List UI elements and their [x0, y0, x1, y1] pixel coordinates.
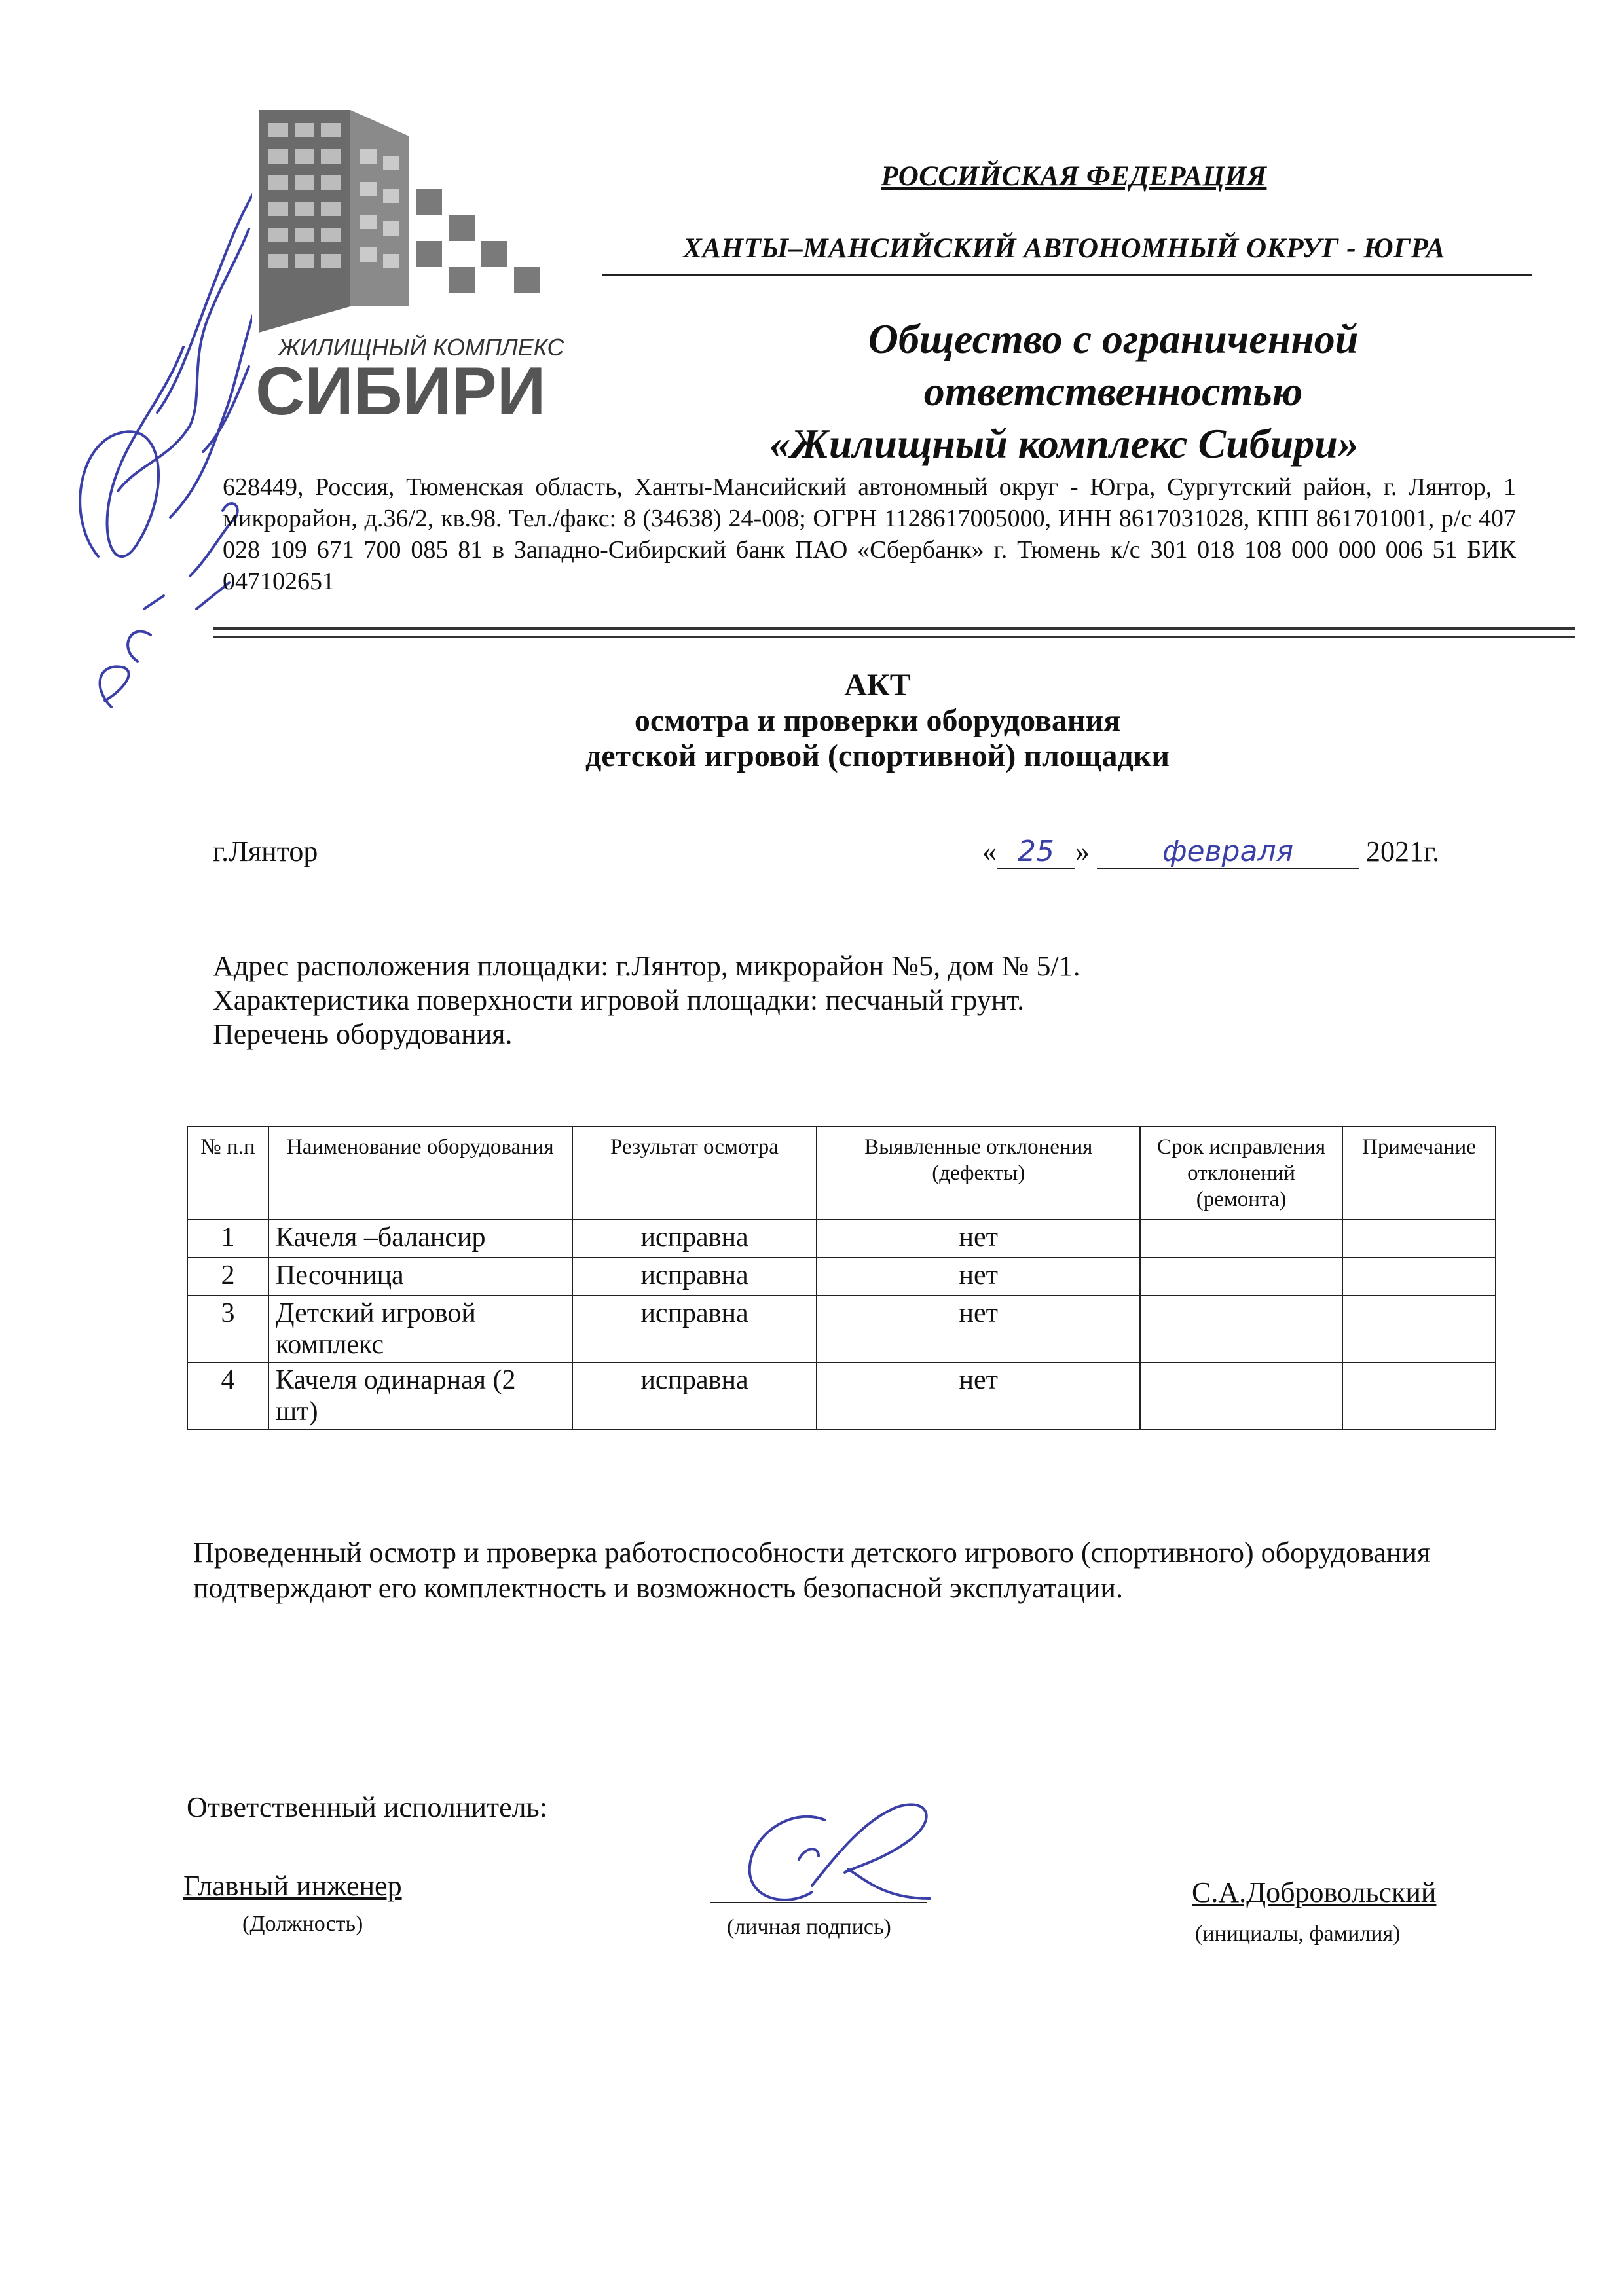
header-divider	[602, 274, 1532, 276]
signature-caption: (личная подпись)	[727, 1915, 891, 1939]
header-region: ХАНТЫ–МАНСИЙСКИЙ АВТОНОМНЫЙ ОКРУГ - ЮГРА	[683, 233, 1445, 264]
title-line2: осмотра и проверки оборудования	[634, 703, 1121, 738]
equipment-table	[187, 1126, 1496, 1430]
cell-result: исправна	[572, 1296, 817, 1362]
position: Главный инженер	[183, 1870, 402, 1902]
cell-num: 1	[187, 1220, 268, 1258]
date-day: 25	[997, 835, 1075, 869]
col-defects: Выявленные отклонения (дефекты)	[817, 1127, 1140, 1220]
cell-name: Песочница	[268, 1258, 572, 1296]
col-term: Срок исправления отклонений (ремонта)	[1140, 1127, 1342, 1220]
conclusion-text: Проведенный осмотр и проверка работоспособности детского игрового (спортивного) оборудования подтверждают его комплектность и возможность безопасной эксплуатации.	[193, 1537, 1431, 1604]
col-note: Примечание	[1342, 1127, 1496, 1220]
signer-name: С.А.Добровольский	[1192, 1876, 1437, 1908]
company-logo	[252, 110, 580, 428]
site-address: Адрес расположения площадки: г.Лянтор, микрорайон №5, дом № 5/1.	[213, 950, 1080, 982]
cell-note	[1342, 1258, 1496, 1296]
cell-num: 2	[187, 1258, 268, 1296]
signer-name-caption: (инициалы, фамилия)	[1195, 1922, 1401, 1946]
site-info	[213, 949, 1080, 1051]
document-title	[196, 668, 1559, 774]
organization-name	[688, 313, 1539, 470]
org-line1: Общество с ограниченной	[868, 316, 1359, 362]
handwritten-signature	[733, 1794, 956, 1918]
company-address: 628449, Россия, Тюменская область, Ханты-Мансийский автономный округ - Югра, Сургутский район, г. Лянтор, 1 микрорайон, д.36/2, кв.98. Тел./факс: 8 (34638) 24-008; ОГРН 1128617005000, ИНН 8617031028, КПП 861701001, р/с 407 028 109 671 700 085 81 в Западно-Сибирский банк ПАО «Сбербанк» г. Тюмень к/с 301 018 108 000 000 006 51 БИК 047102651	[223, 473, 1516, 595]
cell-note	[1342, 1220, 1496, 1258]
header-country: РОССИЙСКАЯ ФЕДЕРАЦИЯ	[881, 161, 1267, 192]
col-result: Результат осмотра	[572, 1127, 817, 1220]
cell-term	[1140, 1362, 1342, 1429]
cell-defects: нет	[817, 1220, 1140, 1258]
address-divider-thick	[213, 627, 1575, 630]
cell-note	[1342, 1296, 1496, 1362]
cell-term	[1140, 1296, 1342, 1362]
city: г.Лянтор	[213, 835, 318, 867]
cell-result: исправна	[572, 1220, 817, 1258]
table-row	[187, 1220, 1496, 1258]
cell-term	[1140, 1220, 1342, 1258]
table-row	[187, 1296, 1496, 1362]
table-row	[187, 1362, 1496, 1429]
cell-defects: нет	[817, 1296, 1140, 1362]
table-row	[187, 1258, 1496, 1296]
margin-handwritten-note	[39, 151, 275, 740]
cell-name: Качеля –балансир	[268, 1220, 572, 1258]
surface-characteristic: Характеристика поверхности игровой площадки: песчаный грунт.	[213, 984, 1025, 1016]
date-close-quote: »	[1075, 835, 1090, 867]
cell-result: исправна	[572, 1362, 817, 1429]
cell-result: исправна	[572, 1258, 817, 1296]
logo-line1: ЖИЛИЩНЫЙ КОМПЛЕКС	[278, 334, 564, 361]
document-date	[982, 835, 1439, 869]
equipment-list-label: Перечень оборудования.	[213, 1018, 513, 1050]
table-header-row	[187, 1127, 1496, 1220]
cell-note	[1342, 1362, 1496, 1429]
cell-defects: нет	[817, 1362, 1140, 1429]
position-caption: (Должность)	[242, 1912, 363, 1936]
org-line3: «Жилищный комплекс Сибири»	[769, 420, 1359, 467]
col-name: Наименование оборудования	[268, 1127, 572, 1220]
title-line3: детской игровой (спортивной) площадки	[585, 738, 1170, 773]
cell-defects: нет	[817, 1258, 1140, 1296]
col-num: № п.п	[187, 1127, 268, 1220]
responsible-label: Ответственный исполнитель:	[187, 1791, 547, 1823]
logo-line2: СИБИРИ	[255, 354, 546, 429]
cell-name: Детский игровой комплекс	[268, 1296, 572, 1362]
address-divider-thin	[213, 636, 1575, 638]
title-line1: АКТ	[844, 668, 911, 702]
cell-name: Качеля одинарная (2 шт)	[268, 1362, 572, 1429]
cell-num: 3	[187, 1296, 268, 1362]
date-open-quote: «	[982, 835, 997, 867]
signature-line	[710, 1902, 927, 1903]
date-month: февраля	[1097, 835, 1359, 869]
org-line2: ответственностью	[923, 368, 1303, 414]
cell-num: 4	[187, 1362, 268, 1429]
cell-term	[1140, 1258, 1342, 1296]
date-year: 2021г.	[1366, 835, 1440, 867]
